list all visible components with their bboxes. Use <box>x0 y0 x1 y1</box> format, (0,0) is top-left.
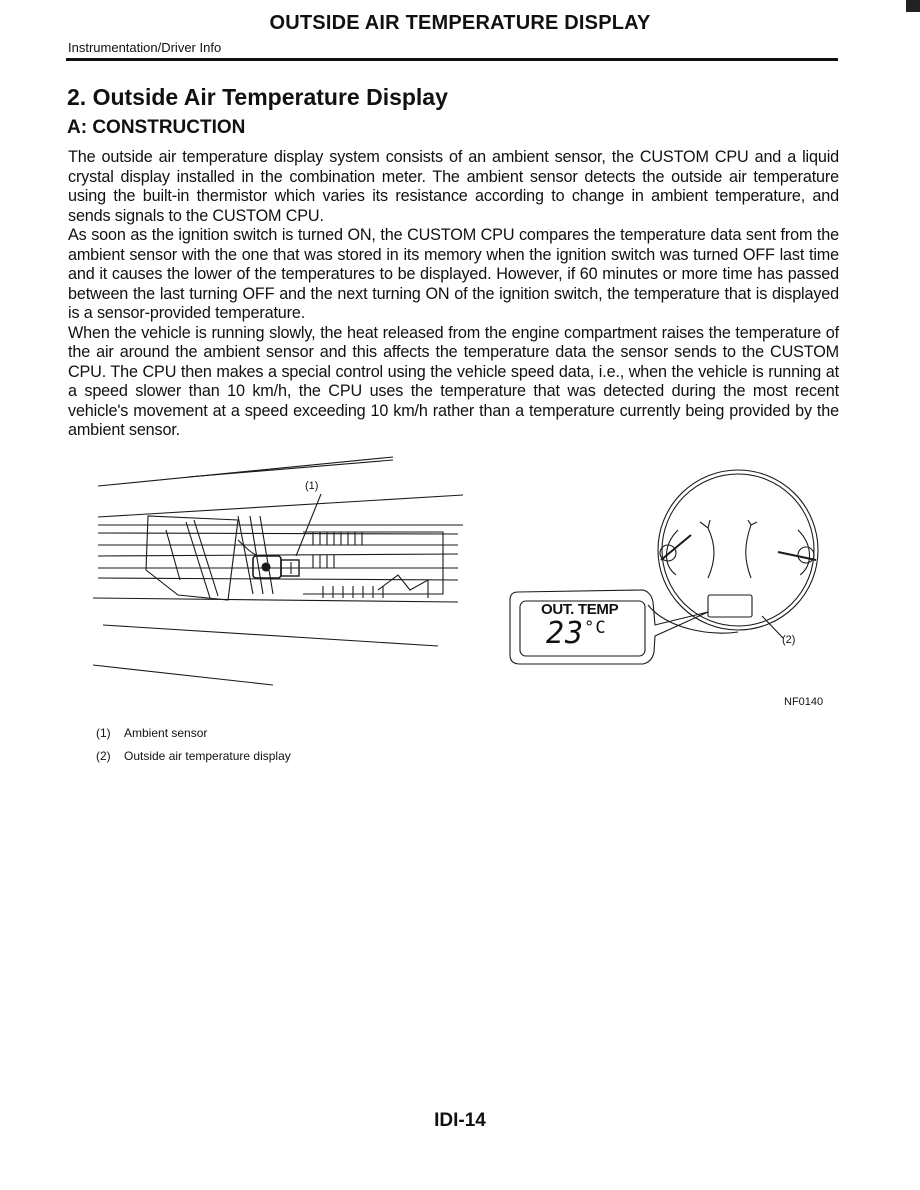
paragraph-1: The outside air temperature display system consists of an ambient sensor, the CUSTOM CPU and a liquid crystal display installed in the combination meter. The ambient sensor detects the outside air temperature using the built-in thermistor which varies its resistance according to change in ambient temperature, and sends signals to the CUSTOM CPU. <box>68 148 839 225</box>
legend-item <box>96 726 291 749</box>
bumper-drawing <box>93 457 463 685</box>
body-text <box>68 148 839 441</box>
page-header-title: OUTSIDE AIR TEMPERATURE DISPLAY <box>269 12 651 34</box>
figure-drawing <box>88 450 848 700</box>
lcd-label: OUT. TEMP <box>541 601 619 618</box>
figure-legend <box>96 726 291 772</box>
subsection-title: A: CONSTRUCTION <box>67 117 246 138</box>
legend-number: (2) <box>96 749 111 763</box>
callout-2: (2) <box>782 634 796 646</box>
lcd-temperature-value: 23 <box>546 616 585 651</box>
section-title: 2. Outside Air Temperature Display <box>67 84 448 110</box>
legend-item <box>96 749 291 772</box>
figure-code: NF0140 <box>784 696 824 708</box>
lcd-temperature-unit: °C <box>584 618 607 638</box>
paragraph-2: As soon as the ignition switch is turned ON, the CUSTOM CPU compares the temperature data sent from the ambient sensor with the one that was stored in its memory when the ignition switch was turned OFF last time and it causes the lower of the temperatures to be displayed. However, if 60 minutes or more time has passed between the last turning OFF and the next turning ON of the ignition switch, the temperature that is displayed is a sensor-provided temperature. <box>68 226 839 322</box>
page-number: IDI-14 <box>434 1110 486 1131</box>
legend-label: Outside air temperature display <box>124 749 291 763</box>
section-path: Instrumentation/Driver Info <box>68 40 222 55</box>
legend-number: (1) <box>96 726 111 740</box>
legend-label: Ambient sensor <box>124 726 208 740</box>
lcd-temperature <box>546 616 607 651</box>
figure-illustration <box>88 450 848 720</box>
header-divider <box>66 58 838 61</box>
scan-corner-mark <box>906 0 920 12</box>
callout-1: (1) <box>305 480 319 492</box>
paragraph-3: When the vehicle is running slowly, the heat released from the engine compartment raises the temperature of the air around the ambient sensor and this affects the temperature data the sensor sends to the CUSTOM CPU. The CPU then makes a special control using the vehicle speed data, i.e., when the vehicle is running at a speed slower than 10 km/h, the CPU uses the temperature that was detected during the most recent vehicle's movement at a speed exceeding 10 km/h rather than a temperature currently being provided by the ambient sensor. <box>68 323 839 439</box>
